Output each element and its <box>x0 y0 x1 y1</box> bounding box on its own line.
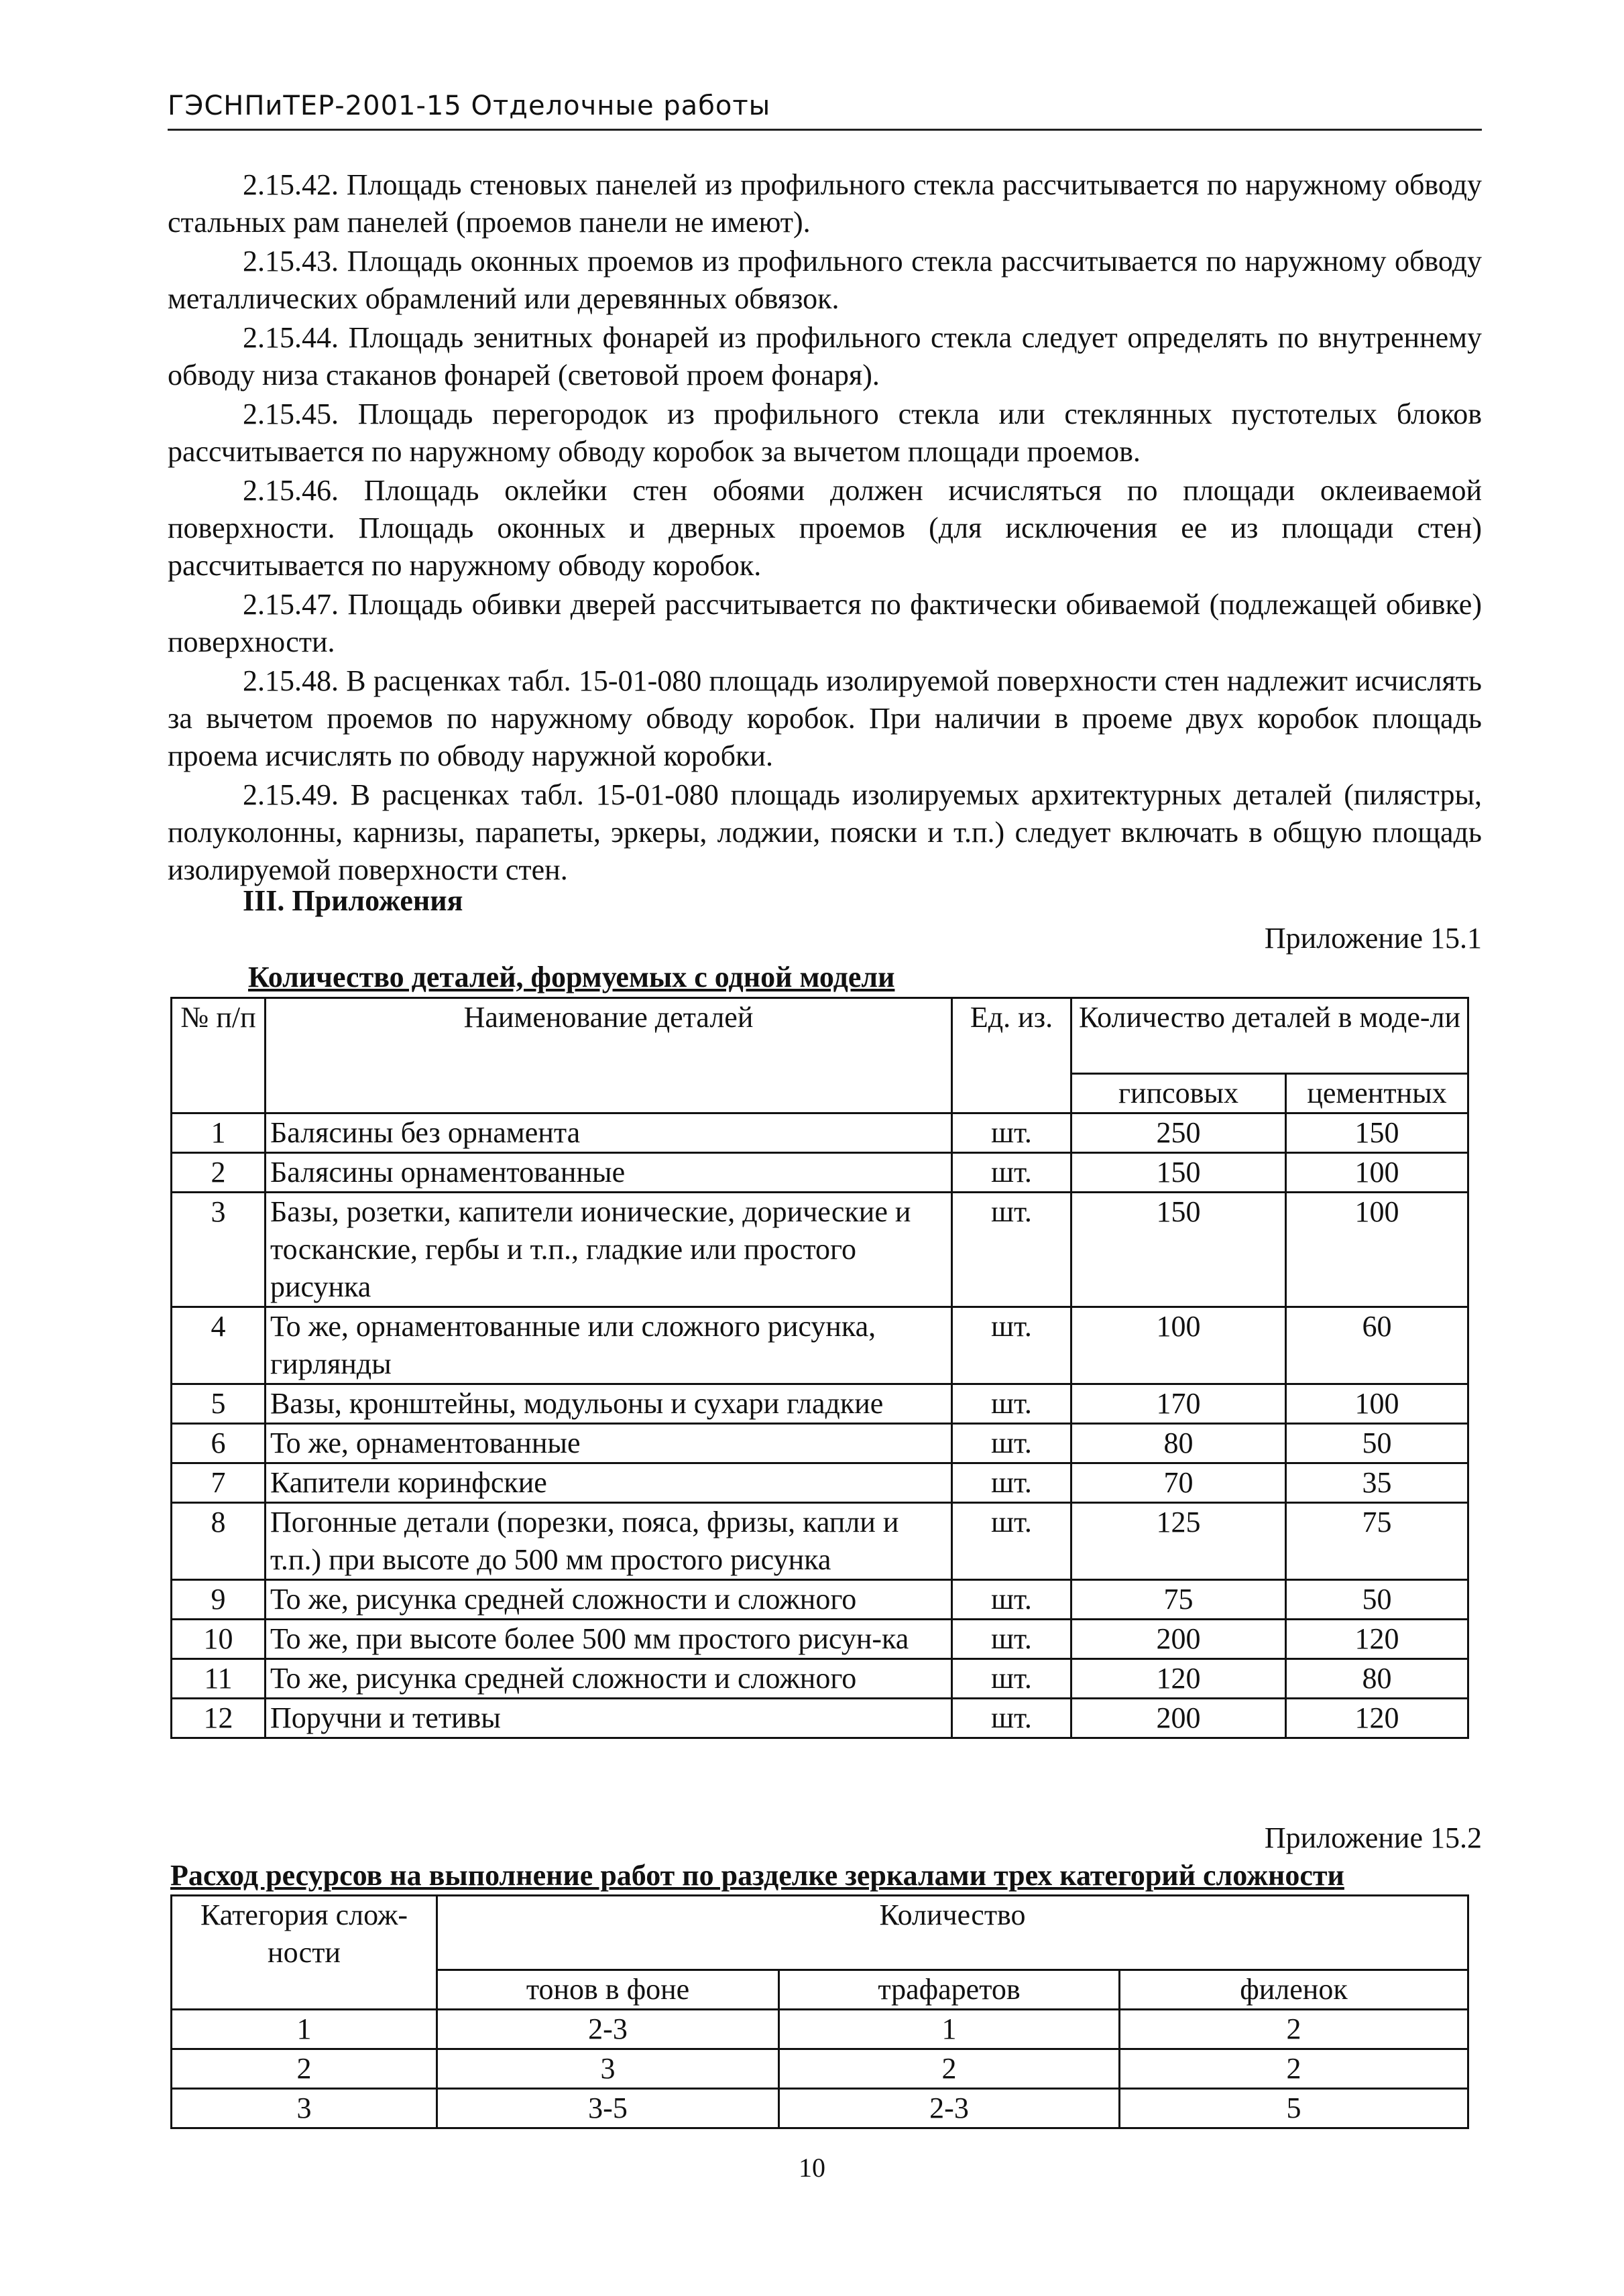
table-row <box>172 2089 1468 2128</box>
paragraph: 2.15.47. Площадь обивки дверей рассчитывается по фактически обиваемой (подлежащей обивке) поверхности. <box>168 588 1482 658</box>
cell-tones: 2-3 <box>437 2010 779 2049</box>
cell-cement: 75 <box>1286 1503 1468 1580</box>
table-row <box>172 1463 1468 1503</box>
paragraph: 2.15.46. Площадь оклейки стен обоями должен исчисляться по площади оклеиваемой поверхности. Площадь оконных и дверных проемов (для исключения ее из площади стен) рассчитывается по наружному обводу коробок. <box>168 474 1482 582</box>
cell-name: То же, при высоте более 500 мм простого рисун-ка <box>266 1620 952 1659</box>
table-title: Количество деталей, формуемых с одной модели <box>248 961 895 993</box>
col-header-unit: Ед. из. <box>952 998 1071 1113</box>
cell-cement: 120 <box>1286 1620 1468 1659</box>
cell-num: 9 <box>172 1580 266 1620</box>
cell-gypsum: 80 <box>1071 1424 1286 1463</box>
cell-name: То же, орнаментованные <box>266 1424 952 1463</box>
cell-stencils: 2-3 <box>779 2089 1120 2128</box>
cell-cement: 50 <box>1286 1580 1468 1620</box>
appendix-label: Приложение 15.1 <box>1264 922 1482 955</box>
paragraph: 2.15.42. Площадь стеновых панелей из профильного стекла рассчитывается по наружному обводу стальных рам панелей (проемов панели не имеют). <box>168 168 1482 239</box>
appendix-label: Приложение 15.2 <box>1264 1821 1482 1854</box>
cell-unit: шт. <box>952 1503 1071 1580</box>
col-header-quantity: Количество <box>437 1896 1468 1970</box>
cell-panels: 5 <box>1120 2089 1468 2128</box>
cell-cement: 100 <box>1286 1153 1468 1193</box>
col-header-qty: Количество деталей в моде-ли <box>1071 998 1468 1074</box>
cell-name: Базы, розетки, капители ионические, дорические и тосканские, гербы и т.п., гладкие или простого рисунка <box>266 1193 952 1307</box>
table-row <box>172 1503 1468 1580</box>
cell-gypsum: 70 <box>1071 1463 1286 1503</box>
cell-gypsum: 200 <box>1071 1699 1286 1738</box>
col-header-gypsum: гипсовых <box>1071 1074 1286 1113</box>
cell-category: 1 <box>172 2010 437 2049</box>
cell-num: 10 <box>172 1620 266 1659</box>
col-header-name: Наименование деталей <box>266 998 952 1113</box>
section-heading: III. Приложения <box>243 884 463 917</box>
body-text <box>168 166 1482 890</box>
table-title: Расход ресурсов на выполнение работ по разделке зеркалами трех категорий сложности <box>170 1859 1344 1892</box>
cell-tones: 3-5 <box>437 2089 779 2128</box>
cell-name: Капители коринфские <box>266 1463 952 1503</box>
cell-num: 4 <box>172 1307 266 1384</box>
cell-cement: 100 <box>1286 1384 1468 1424</box>
cell-category: 2 <box>172 2049 437 2089</box>
col-header-num: № п/п <box>172 998 266 1113</box>
cell-panels: 2 <box>1120 2010 1468 2049</box>
cell-unit: шт. <box>952 1307 1071 1384</box>
cell-unit: шт. <box>952 1699 1071 1738</box>
cell-num: 8 <box>172 1503 266 1580</box>
cell-stencils: 2 <box>779 2049 1120 2089</box>
cell-unit: шт. <box>952 1463 1071 1503</box>
cell-panels: 2 <box>1120 2049 1468 2089</box>
table-row <box>172 1113 1468 1153</box>
table-row <box>172 1424 1468 1463</box>
cell-cement: 60 <box>1286 1307 1468 1384</box>
cell-unit: шт. <box>952 1153 1071 1193</box>
cell-category: 3 <box>172 2089 437 2128</box>
cell-name: Вазы, кронштейны, модульоны и сухари гладкие <box>266 1384 952 1424</box>
table-row <box>172 2049 1468 2089</box>
cell-num: 3 <box>172 1193 266 1307</box>
cell-gypsum: 170 <box>1071 1384 1286 1424</box>
col-header-cement: цементных <box>1286 1074 1468 1113</box>
table-row <box>172 1384 1468 1424</box>
cell-num: 2 <box>172 1153 266 1193</box>
paragraph: 2.15.49. В расценках табл. 15-01-080 площадь изолируемых архитектурных деталей (пилястры, полуколонны, карнизы, парапеты, эркеры, лоджии, пояски и т.п.) следует включать в общую площадь изолируемой поверхности стен. <box>168 778 1482 886</box>
cell-gypsum: 125 <box>1071 1503 1286 1580</box>
table-header-row <box>172 1896 1468 1970</box>
paragraph: 2.15.48. В расценках табл. 15-01-080 площадь изолируемой поверхности стен надлежит исчислять за вычетом проемов по наружному обводу коробок. При наличии в проеме двух коробок площадь проема исчислять по обводу наружной коробки. <box>168 664 1482 772</box>
cell-cement: 35 <box>1286 1463 1468 1503</box>
table-row <box>172 1699 1468 1738</box>
details-table <box>170 997 1469 1739</box>
cell-gypsum: 200 <box>1071 1620 1286 1659</box>
cell-name: То же, рисунка средней сложности и сложного <box>266 1580 952 1620</box>
cell-unit: шт. <box>952 1113 1071 1153</box>
table-row <box>172 1153 1468 1193</box>
cell-name: Погонные детали (порезки, пояса, фризы, капли и т.п.) при высоте до 500 мм простого рисунка <box>266 1503 952 1580</box>
cell-num: 11 <box>172 1659 266 1699</box>
cell-cement: 100 <box>1286 1193 1468 1307</box>
cell-cement: 50 <box>1286 1424 1468 1463</box>
table-row <box>172 1580 1468 1620</box>
cell-cement: 80 <box>1286 1659 1468 1699</box>
col-header-tones: тонов в фоне <box>437 1970 779 2010</box>
col-header-panels: филенок <box>1120 1970 1468 2010</box>
cell-tones: 3 <box>437 2049 779 2089</box>
resources-table <box>170 1894 1469 2129</box>
paragraph: 2.15.45. Площадь перегородок из профильного стекла или стеклянных пустотелых блоков рассчитывается по наружному обводу коробок за вычетом площади проемов. <box>168 398 1482 468</box>
cell-unit: шт. <box>952 1384 1071 1424</box>
cell-name: Балясины без орнамента <box>266 1113 952 1153</box>
cell-unit: шт. <box>952 1580 1071 1620</box>
cell-unit: шт. <box>952 1620 1071 1659</box>
cell-cement: 150 <box>1286 1113 1468 1153</box>
cell-unit: шт. <box>952 1424 1071 1463</box>
table-row <box>172 1620 1468 1659</box>
table-row <box>172 1193 1468 1307</box>
cell-num: 5 <box>172 1384 266 1424</box>
paragraph: 2.15.44. Площадь зенитных фонарей из профильного стекла следует определять по внутреннему обводу низа стаканов фонарей (световой проем фонаря). <box>168 321 1482 391</box>
cell-unit: шт. <box>952 1193 1071 1307</box>
cell-name: Поручни и тетивы <box>266 1699 952 1738</box>
cell-gypsum: 150 <box>1071 1193 1286 1307</box>
paragraph: 2.15.43. Площадь оконных проемов из профильного стекла рассчитывается по наружному обводу металлических обрамлений или деревянных обвязок. <box>168 245 1482 315</box>
cell-gypsum: 120 <box>1071 1659 1286 1699</box>
table-header-row <box>172 998 1468 1074</box>
col-header-category: Категория слож-ности <box>172 1896 437 2010</box>
cell-gypsum: 150 <box>1071 1153 1286 1193</box>
table-row <box>172 1307 1468 1384</box>
cell-name: Балясины орнаментованные <box>266 1153 952 1193</box>
cell-unit: шт. <box>952 1659 1071 1699</box>
running-header: ГЭСНПиТЕР-2001-15 Отделочные работы <box>168 87 1482 131</box>
cell-num: 6 <box>172 1424 266 1463</box>
col-header-stencils: трафаретов <box>779 1970 1120 2010</box>
cell-num: 7 <box>172 1463 266 1503</box>
cell-name: То же, орнаментованные или сложного рисунка, гирлянды <box>266 1307 952 1384</box>
cell-name: То же, рисунка средней сложности и сложного <box>266 1659 952 1699</box>
page-number: 10 <box>799 2153 825 2183</box>
cell-num: 1 <box>172 1113 266 1153</box>
table-row <box>172 1659 1468 1699</box>
cell-cement: 120 <box>1286 1699 1468 1738</box>
cell-stencils: 1 <box>779 2010 1120 2049</box>
cell-gypsum: 100 <box>1071 1307 1286 1384</box>
table-row <box>172 2010 1468 2049</box>
cell-num: 12 <box>172 1699 266 1738</box>
cell-gypsum: 75 <box>1071 1580 1286 1620</box>
cell-gypsum: 250 <box>1071 1113 1286 1153</box>
